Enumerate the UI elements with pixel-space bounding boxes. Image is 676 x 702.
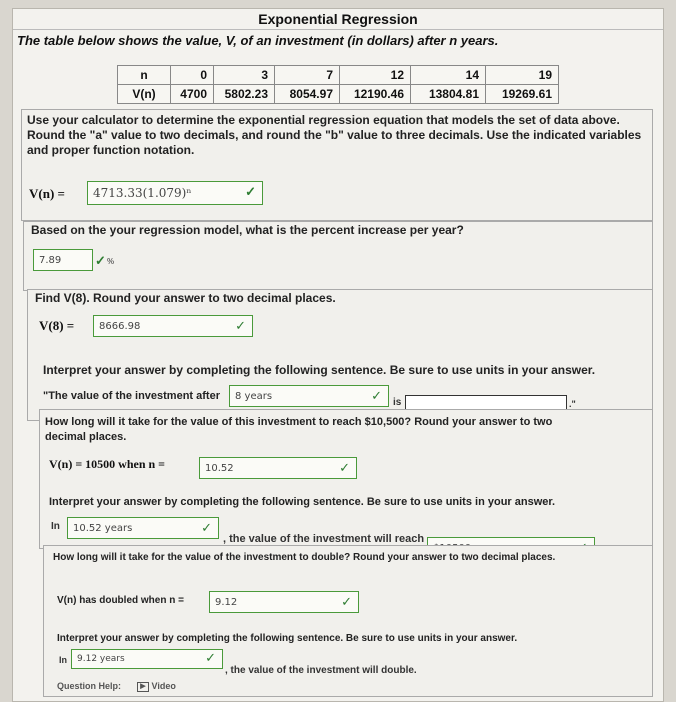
reach-10500-answer-value: 10.52 — [205, 463, 234, 474]
table-cell: 8054.97 — [275, 85, 340, 104]
table-cell: 5802.23 — [214, 85, 275, 104]
q5-prompt: How long will it take for the value of this investment to reach $10,500? Round your answer to two decimal places. — [45, 416, 553, 443]
q4-sentence-start: "The value of the investment after — [43, 390, 220, 402]
q8-prompt: Interpret your answer by completing the following sentence. Be sure to use units in your answer. — [57, 633, 518, 644]
interpret-duration-field[interactable] — [67, 517, 219, 539]
data-table — [117, 65, 559, 104]
q4-prompt: Interpret your answer by completing the following sentence. Be sure to use units in your answer. — [43, 363, 596, 377]
percent-answer-field[interactable] — [33, 249, 93, 271]
interpret-double-value: 9.12 years — [77, 654, 125, 664]
table-cell: 12 — [340, 66, 411, 85]
video-link-label: Video — [151, 681, 176, 691]
percent-unit: % — [107, 257, 115, 266]
check-icon: ✓ — [341, 595, 352, 610]
question-help-label: Question Help: — [57, 681, 122, 691]
interpret-years-field[interactable] — [229, 385, 389, 407]
double-answer-value: 9.12 — [215, 597, 238, 608]
q1-label: V(n) = — [29, 186, 65, 201]
in-text: In — [59, 655, 67, 665]
question-sheet — [12, 8, 664, 702]
table-cell: 7 — [275, 66, 340, 85]
v8-answer-field[interactable] — [93, 315, 253, 337]
check-icon: ✓ — [95, 253, 106, 268]
check-icon: ✓ — [201, 521, 212, 536]
q7-label: V(n) has doubled when n = — [57, 595, 184, 606]
table-cell: 13804.81 — [411, 85, 486, 104]
table-header: n — [118, 66, 171, 85]
table-cell: 4700 — [171, 85, 214, 104]
regression-answer-value: 4713.33(1.079)ⁿ — [93, 186, 192, 200]
video-link[interactable] — [137, 681, 176, 692]
interpret-double-field[interactable] — [71, 649, 223, 669]
q2-prompt: Based on the your regression model, what is the percent increase per year? — [31, 223, 464, 237]
intro-text: The table below shows the value, V, of an investment (in dollars) after n years. — [17, 33, 499, 48]
check-icon: ✓ — [371, 389, 382, 404]
q8-ending: , the value of the investment will double. — [225, 665, 417, 676]
table-cell: 14 — [411, 66, 486, 85]
q3-label: V(8) = — [39, 318, 75, 333]
check-icon: ✓ — [205, 651, 216, 666]
reach-10500-answer-field[interactable] — [199, 457, 357, 479]
q6-prompt: Interpret your answer by completing the following sentence. Be sure to use units in your answer. — [49, 496, 556, 508]
table-header: V(n) — [118, 85, 171, 104]
sentence-end: ." — [569, 399, 576, 409]
check-icon: ✓ — [245, 185, 256, 200]
interpret-duration-value: 10.52 years — [73, 523, 133, 534]
in-text: In — [51, 521, 60, 532]
double-answer-field[interactable] — [209, 591, 359, 613]
percent-answer-value: 7.89 — [39, 255, 62, 266]
v8-answer-value: 8666.98 — [99, 321, 141, 332]
interpret-years-value: 8 years — [235, 391, 273, 402]
table-cell: 19269.61 — [486, 85, 559, 104]
table-cell: 0 — [171, 66, 214, 85]
is-text: is — [393, 397, 402, 408]
table-cell: 12190.46 — [340, 85, 411, 104]
table-row-n — [118, 66, 559, 85]
check-icon: ✓ — [339, 461, 350, 476]
regression-answer-field[interactable] — [87, 181, 263, 205]
q3-prompt: Find V(8). Round your answer to two decimal places. — [35, 291, 336, 305]
q7-prompt: How long will it take for the value of the investment to double? Round your answer to two decimal places. — [53, 552, 556, 563]
page-title: Exponential Regression — [13, 9, 663, 30]
q6-middle-text: , the value of the investment will reach — [223, 533, 425, 545]
q5-label: V(n) = 10500 when n = — [49, 457, 166, 471]
instructions-text: Use your calculator to determine the exponential regression equation that models the set of data above. Round the "a" value to two decimals, and round the "b" value to three decimals. Use the indicated variables and proper function notation. — [27, 113, 642, 157]
video-icon: ▶ — [137, 682, 149, 692]
check-icon: ✓ — [235, 319, 246, 334]
table-cell: 3 — [214, 66, 275, 85]
table-row-v — [118, 85, 559, 104]
table-cell: 19 — [486, 66, 559, 85]
